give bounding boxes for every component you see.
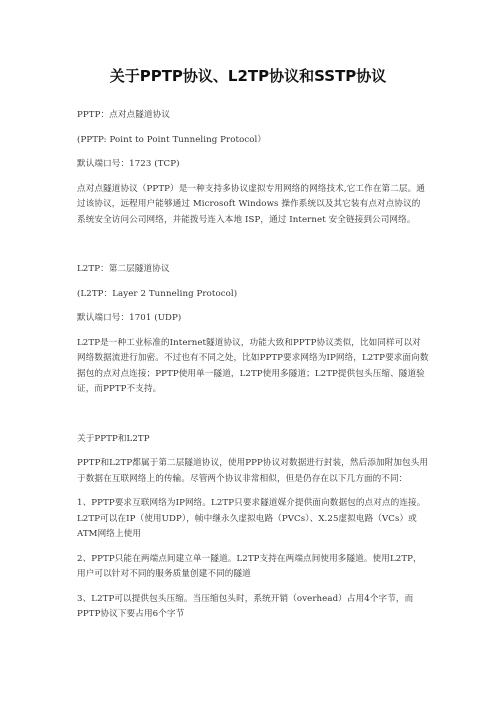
comparison-intro: PPTP和L2TP都属于第二层隧道协议，使用PPP协议对数据进行封装，然后添加附加包头用于数据在互联网络上的传输。尽管两个协议非常相似，但是仍存在以下几方面的不同： — [77, 458, 429, 484]
comparison-heading: 关于PPTP和L2TP — [77, 433, 150, 444]
comparison-point: 1、PPTP要求互联网络为IP网络。L2TP只要求隧道媒介提供面向数据包的点对点的连接。L2TP可以在IP（使用UDP），帧中继永久虚拟电路（PVCs）、X.25虚拟电路（VCs）或ATM网络上使用 — [77, 498, 426, 539]
l2tp-port: 默认端口号：1701 (UDP) — [77, 313, 182, 323]
pptp-port: 默认端口号：1723 (TCP) — [77, 159, 180, 169]
l2tp-heading: L2TP：第二层隧道协议 — [77, 264, 170, 274]
comparison-point: 2、PPTP只能在两端点间建立单一隧道。L2TP支持在两端点间使用多隧道。使用L2TP，用户可以针对不同的服务质量创建不同的隧道 — [77, 553, 422, 579]
pptp-full-name: (PPTP: Point to Point Tunneling Protocol） — [77, 134, 267, 145]
l2tp-full-name: (L2TP：Layer 2 Tunneling Protocol) — [77, 288, 238, 299]
pptp-description: 点对点隧道协议（PPTP）是一种支持多协议虚拟专用网络的网络技术,它工作在第二层。通过该协议，远程用户能够通过 Microsoft Windows 操作系统以及其它装有点对点协议的系统安全访问公司网络，并能拨号连入本地 ISP，通过 Internet 安全链接到公司网络。 — [77, 183, 425, 225]
document-body — [77, 108, 429, 623]
pptp-heading: PPTP：点对点隧道协议 — [77, 110, 171, 120]
page-title: 关于PPTP协议、L2TP协议和SSTP协议 — [109, 67, 387, 85]
l2tp-description: L2TP是一种工业标准的Internet隧道协议，功能大致和PPTP协议类似，比如同样可以对网络数据流进行加密。不过也有不同之处，比如PPTP要求网络为IP网络，L2TP要求面向数据包的点对点连接；PPTP使用单一隧道，L2TP使用多隧道；L2TP提供包头压缩、隧道验证，而PPTP不支持。 — [77, 337, 429, 394]
comparison-point: 3、L2TP可以提供包头压缩。当压缩包头时，系统开销（overhead）占用4个字节，而PPTP协议下要占用6个字节 — [77, 593, 414, 619]
